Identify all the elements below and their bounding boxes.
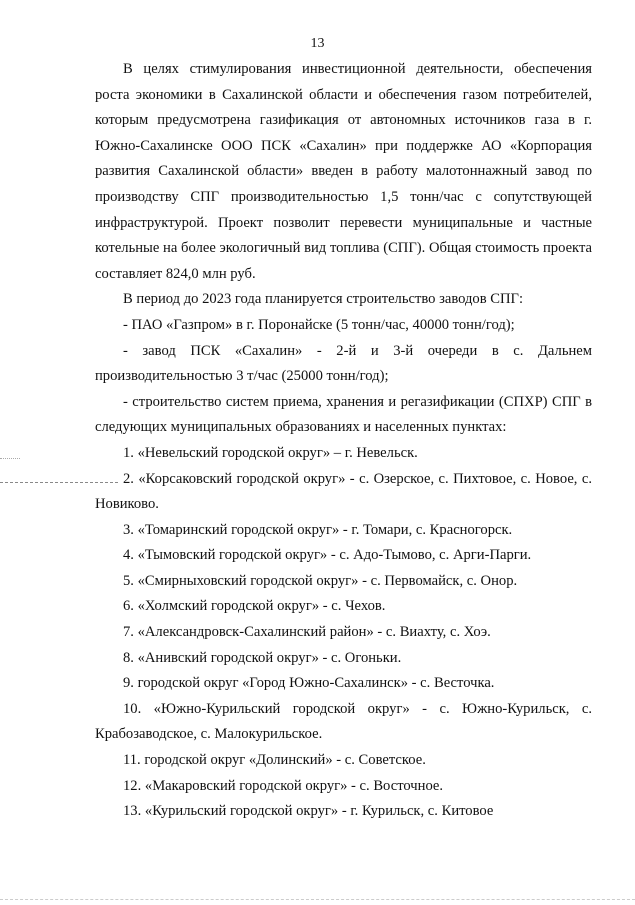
- list-item: 13. «Курильский городской округ» - г. Курильск, с. Китовое: [123, 803, 494, 820]
- paragraph: - завод ПСК «Сахалин» - 2-й и 3-й очереди в с. Дальнем производительностью 3 т/час (25000 тонн/год);: [95, 342, 592, 385]
- list-item: 11. городской округ «Долинский» - с. Советское.: [123, 752, 426, 769]
- page-number: 13: [310, 36, 325, 51]
- body-text: [95, 57, 592, 825]
- list-item: 1. «Невельский городской округ» – г. Невельск.: [123, 444, 418, 461]
- list-item: 9. городской округ «Город Южно-Сахалинск» - с. Весточка.: [123, 675, 495, 692]
- list-item: 3. «Томаринский городской округ» - г. Томари, с. Красногорск.: [123, 521, 513, 538]
- scan-artifact: [0, 899, 635, 901]
- paragraph: В целях стимулирования инвестиционной деятельности, обеспечения роста экономики в Сахалинской области и обеспечения газом потребителей, которым предусмотрена газификация от автономных источников газа в г. Южно-Сахалинске ООО ПСК «Сахалин» при поддержке АО «Корпорация развития Сахалинской области» введен в работу малотоннажный завод по производству СПГ производительностью 1,5 тонн/час с сопутствующей инфраструктурой. Проект позволит перевести муниципальные и частные котельные на более экологичный вид топлива (СПГ). Общая стоимость проекта составляет 824,0 млн руб.: [95, 61, 592, 282]
- list-item: 4. «Тымовский городской округ» - с. Адо-Тымово, с. Арги-Парги.: [123, 547, 532, 564]
- list-item: 12. «Макаровский городской округ» - с. Восточное.: [123, 777, 444, 794]
- list-item: 6. «Холмский городской округ» - с. Чехов.: [123, 598, 386, 615]
- scan-artifact: [0, 458, 20, 461]
- list-item: 8. «Анивский городской округ» - с. Огоньки.: [123, 649, 402, 666]
- list-item: 10. «Южно-Курильский городской округ» - с. Южно-Курильск, с. Крабозаводское, с. Малокурильское.: [95, 700, 592, 743]
- list-item: 2. «Корсаковский городской округ» - с. Озерское, с. Пихтовое, с. Новое, с. Новиково.: [95, 470, 592, 513]
- paragraph: В период до 2023 года планируется строительство заводов СПГ:: [123, 291, 524, 308]
- paragraph: - ПАО «Газпром» в г. Поронайске (5 тонн/час, 40000 тонн/год);: [123, 316, 515, 333]
- paragraph: - строительство систем приема, хранения и регазификации (СПХР) СПГ в следующих муниципальных образованиях и населенных пунктах:: [95, 393, 592, 436]
- list-item: 5. «Смирныховский городской округ» - с. Первомайск, с. Онор.: [123, 572, 518, 589]
- list-item: 7. «Александровск-Сахалинский район» - с. Виахту, с. Хоэ.: [123, 624, 491, 641]
